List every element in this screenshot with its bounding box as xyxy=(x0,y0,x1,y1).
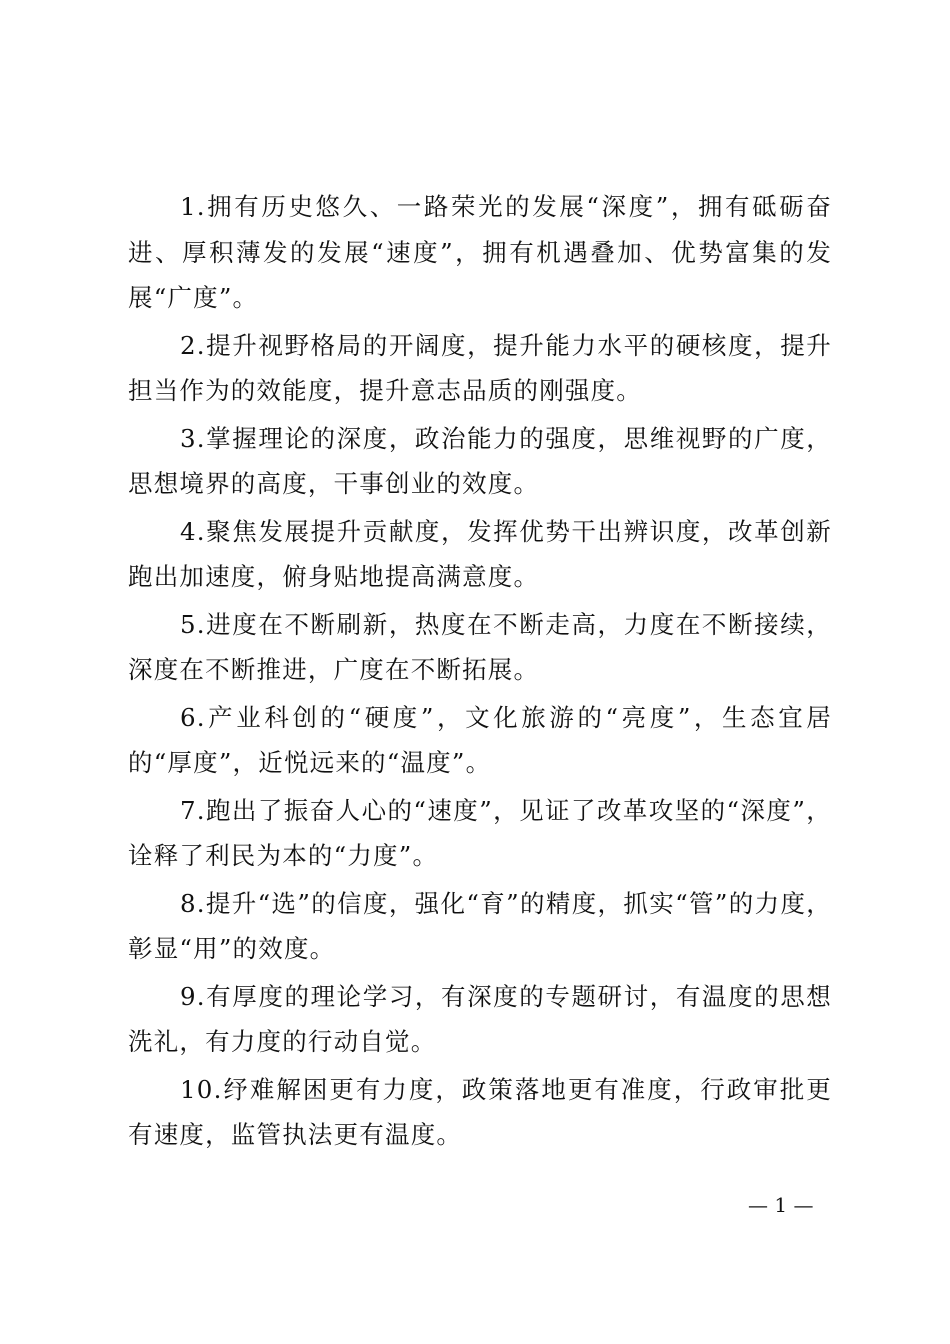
paragraph-5: 5.进度在不断刷新，热度在不断走高，力度在不断接续，深度在不断推进，广度在不断拓展。 xyxy=(128,609,832,684)
page-number: — 1 — xyxy=(748,1193,814,1217)
paragraph-7: 7.跑出了振奋人心的“速度”，见证了改革攻坚的“深度”，诠释了利民为本的“力度”。 xyxy=(128,795,832,870)
paragraph-8: 8.提升“选”的信度，强化“育”的精度，抓实“管”的力度，彰显“用”的效度。 xyxy=(128,888,832,963)
paragraph-6: 6.产业科创的“硬度”，文化旅游的“亮度”，生态宜居的“厚度”，近悦远来的“温度”。 xyxy=(128,702,832,777)
paragraph-2: 2.提升视野格局的开阔度，提升能力水平的硬核度，提升担当作为的效能度，提升意志品质的刚强度。 xyxy=(128,330,832,405)
paragraph-10: 10.纾难解困更有力度，政策落地更有准度，行政审批更有速度，监管执法更有温度。 xyxy=(128,1074,832,1149)
paragraph-1: 1.拥有历史悠久、一路荣光的发展“深度”，拥有砥砺奋进、厚积薄发的发展“速度”，拥有机遇叠加、优势富集的发展“广度”。 xyxy=(128,192,832,312)
paragraph-4: 4.聚焦发展提升贡献度，发挥优势干出辨识度，改革创新跑出加速度，俯身贴地提高满意度。 xyxy=(128,516,832,591)
paragraph-3: 3.掌握理论的深度，政治能力的强度，思维视野的广度，思想境界的高度，干事创业的效度。 xyxy=(128,423,832,498)
paragraph-9: 9.有厚度的理论学习，有深度的专题研讨，有温度的思想洗礼，有力度的行动自觉。 xyxy=(128,981,832,1056)
document-body xyxy=(128,184,832,1160)
